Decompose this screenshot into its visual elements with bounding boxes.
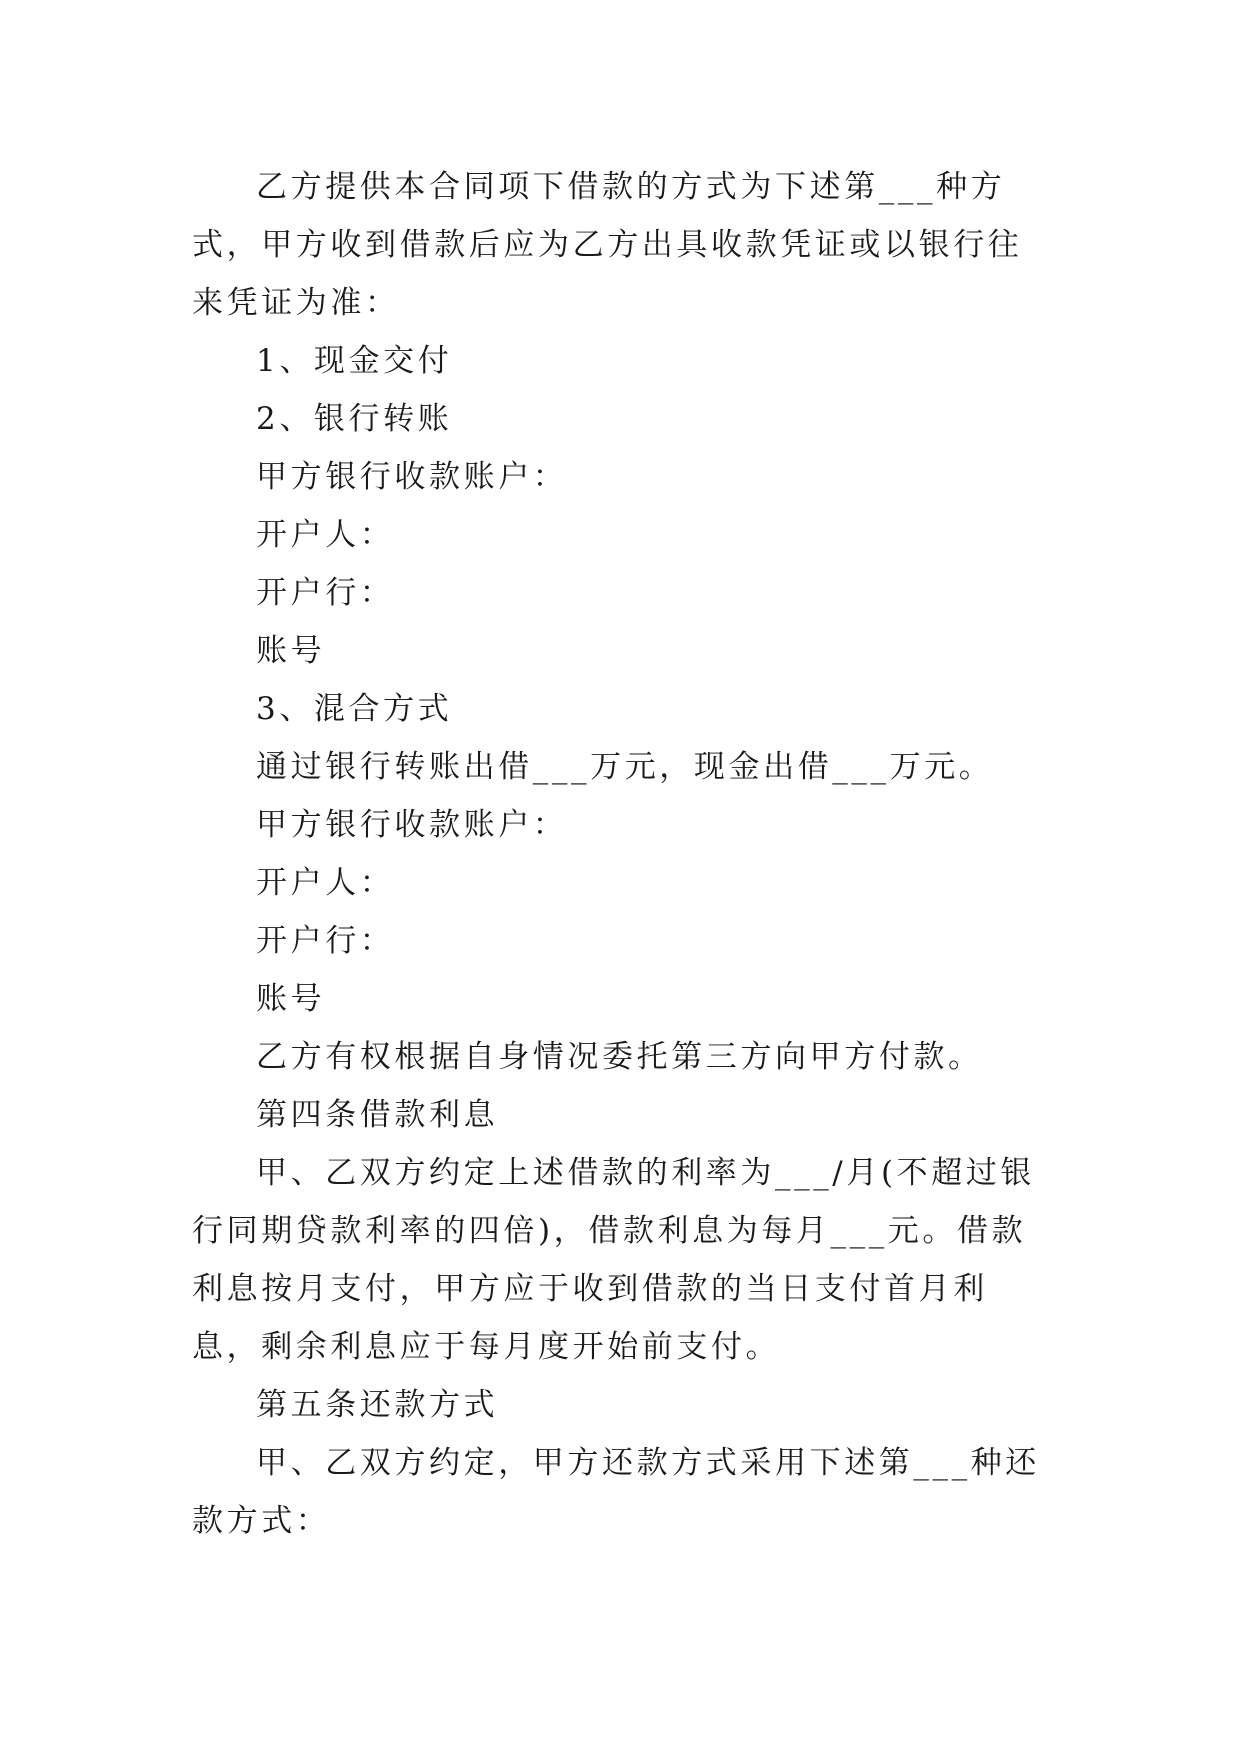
account-bank-label-2: 开户行： — [256, 923, 395, 959]
paragraph-repayment-method: 甲、乙双方约定，甲方还款方式采用下述第___种还款方式： — [192, 1445, 1040, 1539]
list-item-bank-transfer: 2、银行转账 — [256, 401, 453, 437]
paragraph-third-party-payment: 乙方有权根据自身情况委托第三方向甲方付款。 — [256, 1039, 983, 1075]
account-bank-label: 开户行： — [256, 575, 395, 611]
paragraph-loan-method: 乙方提供本合同项下借款的方式为下述第___种方式，甲方收到借款后应为乙方出具收款凭证或以银行往来凭证为准： — [192, 169, 1023, 321]
account-number-label: 账号 — [256, 633, 326, 669]
paragraph-interest-terms: 甲、乙双方约定上述借款的利率为___/月(不超过银行同期贷款利率的四倍)，借款利息为每月___元。借款利息按月支付，甲方应于收到借款的当日支付首月利息，剩余利息应于每月度开始前支付。 — [192, 1155, 1036, 1365]
account-holder-label: 开户人： — [256, 517, 395, 553]
document-body — [192, 158, 1050, 1550]
section-heading-article-4: 第四条借款利息 — [256, 1097, 499, 1133]
paragraph-mixed-amounts: 通过银行转账出借___万元，现金出借___万元。 — [256, 749, 994, 785]
bank-account-label-2: 甲方银行收款账户： — [256, 807, 568, 843]
account-holder-label-2: 开户人： — [256, 865, 395, 901]
list-item-mixed-method: 3、混合方式 — [256, 691, 453, 727]
bank-account-label: 甲方银行收款账户： — [256, 459, 568, 495]
account-number-label-2: 账号 — [256, 981, 326, 1017]
section-heading-article-5: 第五条还款方式 — [256, 1387, 499, 1423]
list-item-cash-delivery: 1、现金交付 — [256, 343, 453, 379]
